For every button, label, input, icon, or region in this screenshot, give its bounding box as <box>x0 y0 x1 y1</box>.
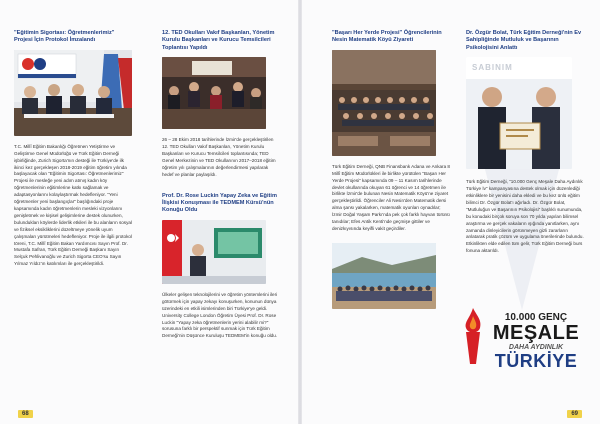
article-heading: "Eğitimin Sigortası: Öğretmenlerimiz" Projesi İçin Protokol İmzalandı <box>14 30 115 44</box>
photo-nesin-classroom <box>332 50 436 156</box>
article-nesin-visit <box>332 30 450 309</box>
article-ozgur-bolat <box>466 30 584 255</box>
protocol-photo-icon <box>14 50 132 136</box>
article-body: 26 – 28 Ekim 2018 tarihlerinde İzmir'de gerçekleştirilen 12. TED Okulları Vakıf Başkanları, Yönetim Kurulu Başkanları ve Kurucu Temsilcileri toplantısında; TED Genel Merkezinin ve TED Okullarının 2017–2018 eğitim öğretim yılı çalışmalarının değerlendirmesi yapılarak hedef ve planlar paylaşıldı. <box>162 137 276 177</box>
article-ted-meeting <box>162 30 280 340</box>
photo-rose-luckin <box>162 220 266 284</box>
article-heading: "Başarı Her Yerde Projesi" Öğrencilerinin Nesin Matematik Köyü Ziyareti <box>332 30 442 44</box>
campaign-logo-line3: DAHA AYDINLIK <box>508 344 564 351</box>
photo-nesin-group <box>332 243 436 309</box>
article-heading: 12. TED Okulları Vakıf Başkanları, Yönetim Kurulu Başkanları ve Kurucu Temsilcileri Toplantısı Yapıldı <box>162 30 275 51</box>
page-number-right: 69 <box>567 410 582 418</box>
award-photo-icon <box>466 57 572 169</box>
article-body: Türk Eğitim Derneği, QNB Finansbank Adana ve Ankara 8 Millî Eğitim Müdürlükleri ile birlikte yürütülen "Başarı Her Yerde Projesi" kapsamında 09 – 11 Kasım tarihlerinde devlet okullarında okuyan 61 öğrenci ve 14 öğretmen ile birlikte İzmir'de bulunan Nesin Matematik Köyü'ne ziyaret gerçekleştirildi. Öğrenciler Ali Nesin'den Matematik dersi alma şansı yakalarken, matematik oyunları oynadılar; İzmir Doğal Yaşam Parkı'nda pek çok farklı hayvan türünü tanıdılar; Efes Antik Kenti'nde geçmişe gittiler ve denizkıyısında keyifli vakit geçirdiler. <box>332 163 450 231</box>
campaign-logo-line1: 10.000 GENÇ <box>504 312 568 323</box>
article-heading: Prof. Dr. Rose Luckin Yapay Zeka ve Eğitim İlişkisi Konuşması ile TEDMEM Kürsü'nün Konuğu Oldu <box>162 192 277 214</box>
campaign-logo <box>484 312 588 370</box>
campaign-logo-line2: MEŞALE <box>492 322 580 344</box>
meeting-photo-icon <box>162 57 266 129</box>
article-heading: Dr. Özgür Bolat, Türk Eğitim Derneği'nin Ev Sahipliğinde Mutluluk ve Başarının Psikolojisini Anlattı <box>466 30 582 51</box>
photo-ozgur-bolat <box>466 57 572 169</box>
photo-protocol-signing <box>14 50 132 136</box>
photo-banner-text: SABINIM <box>472 63 513 73</box>
page-number-left: 68 <box>18 410 33 418</box>
photo-banner-text: Yeni Öğretmenlerin Yeni Başlangıçları <box>18 69 72 74</box>
article-protocol <box>14 30 132 268</box>
lecture-photo-icon <box>162 220 266 284</box>
group-photo-icon <box>332 243 436 309</box>
photo-ted-meeting <box>162 57 266 129</box>
torch-icon <box>462 308 484 366</box>
classroom-photo-icon <box>332 50 436 156</box>
article-body: Ülkeler gelişen teknolojilerini ve öğretim yöntemlerini ileri götürmek için yapay zekayı konuşurken, konunun dünya üzerindeki en etkili isimlerinden biri Türkiye'ye geldi. University College London Öğretim Üyesi Prof. Dr. Rose Luckin "Yapay zeka öğretmenlerin yerini alabilir mi?" sorusuna farklı bir perspektif sunmak için Türk Eğitim Derneği'nin Düşünce Kuruluşu TEDMEM'in konuğu oldu. <box>162 291 278 339</box>
article-body: Türk Eğitim Derneği, "10.000 Genç Meşale Daha Aydınlık Türkiye İv" kampanyasına destek olmak için düzenlediği etkinliklere bir yenisini daha ekledi ve bu kez ünlü eğitim bilimci Dr. Özgür Bolat'ı ağırladı. Dr. Özgür Bolat, "Mutluluğun ve Başarının Psikolojisi" başlıklı sunumunda, bu konudaki birçok soruya son 70 yılda yapılan bilimsel araştırma ve gerçek vakaların ışığında yanıtlarken, aynı zamanda dinleyicilerin görünmeyen gizli zararların anlatarak pratik çözüm ve uygulama önerilerinde bulundu. Etkinlikten elde edilen tüm gelir, Türk Eğitim Derneği burs fonuna aktarıldı. <box>466 179 584 254</box>
article-body: T.C. Millî Eğitim Bakanlığı Öğretmen Yetiştirme ve Geliştirme Genel Müdürlüğü ve Türk Eğitim Derneği işbirliğinde, Zurich Sigorta'nın desteği ile Türkiye'de ilk ikinci kez gerçekleşen 2018-2019 eğitim öğretim yılında başlayacak olan "Eğitimin Sigortası: Öğretmenlerimiz" Projesi ile mesleğe yeni adım atmış kadın köy öğretmenlerinin eğitimlerine katkı sağlamak ve adaptasyonlarını kolaylaştırmak hedefleniyor. "Yeni öğretmenler yeni başlangıçlar" başlığındaki proje kapsamında kadın öğretmenlerin mesleki vizyonlarını genişletmek ve kişisel gelişimlerine destek olunurken, bulundukları köylerde liderlik etkileri ile bu alanların sosyal ve fiziksel eksikliklerini düzeltmeye yönelik uyum çalışmaları yürütmeleri hedefleniyor. Proje ile ilgili protokol töreni, T.C. Millî Eğitim Bakan Yardımcısı Sayın Prof. Dr. Mustafa Safran, Türk Eğitim Derneği Başkanı Sayın Selçuk Pehlivanoğlu ve Zurich Sigorta CEO'su Sayın Yılmaz Yıldız'ın katılımları ile gerçekleştirildi. <box>14 143 132 267</box>
campaign-logo-line4: TÜRKİYE <box>494 351 578 371</box>
